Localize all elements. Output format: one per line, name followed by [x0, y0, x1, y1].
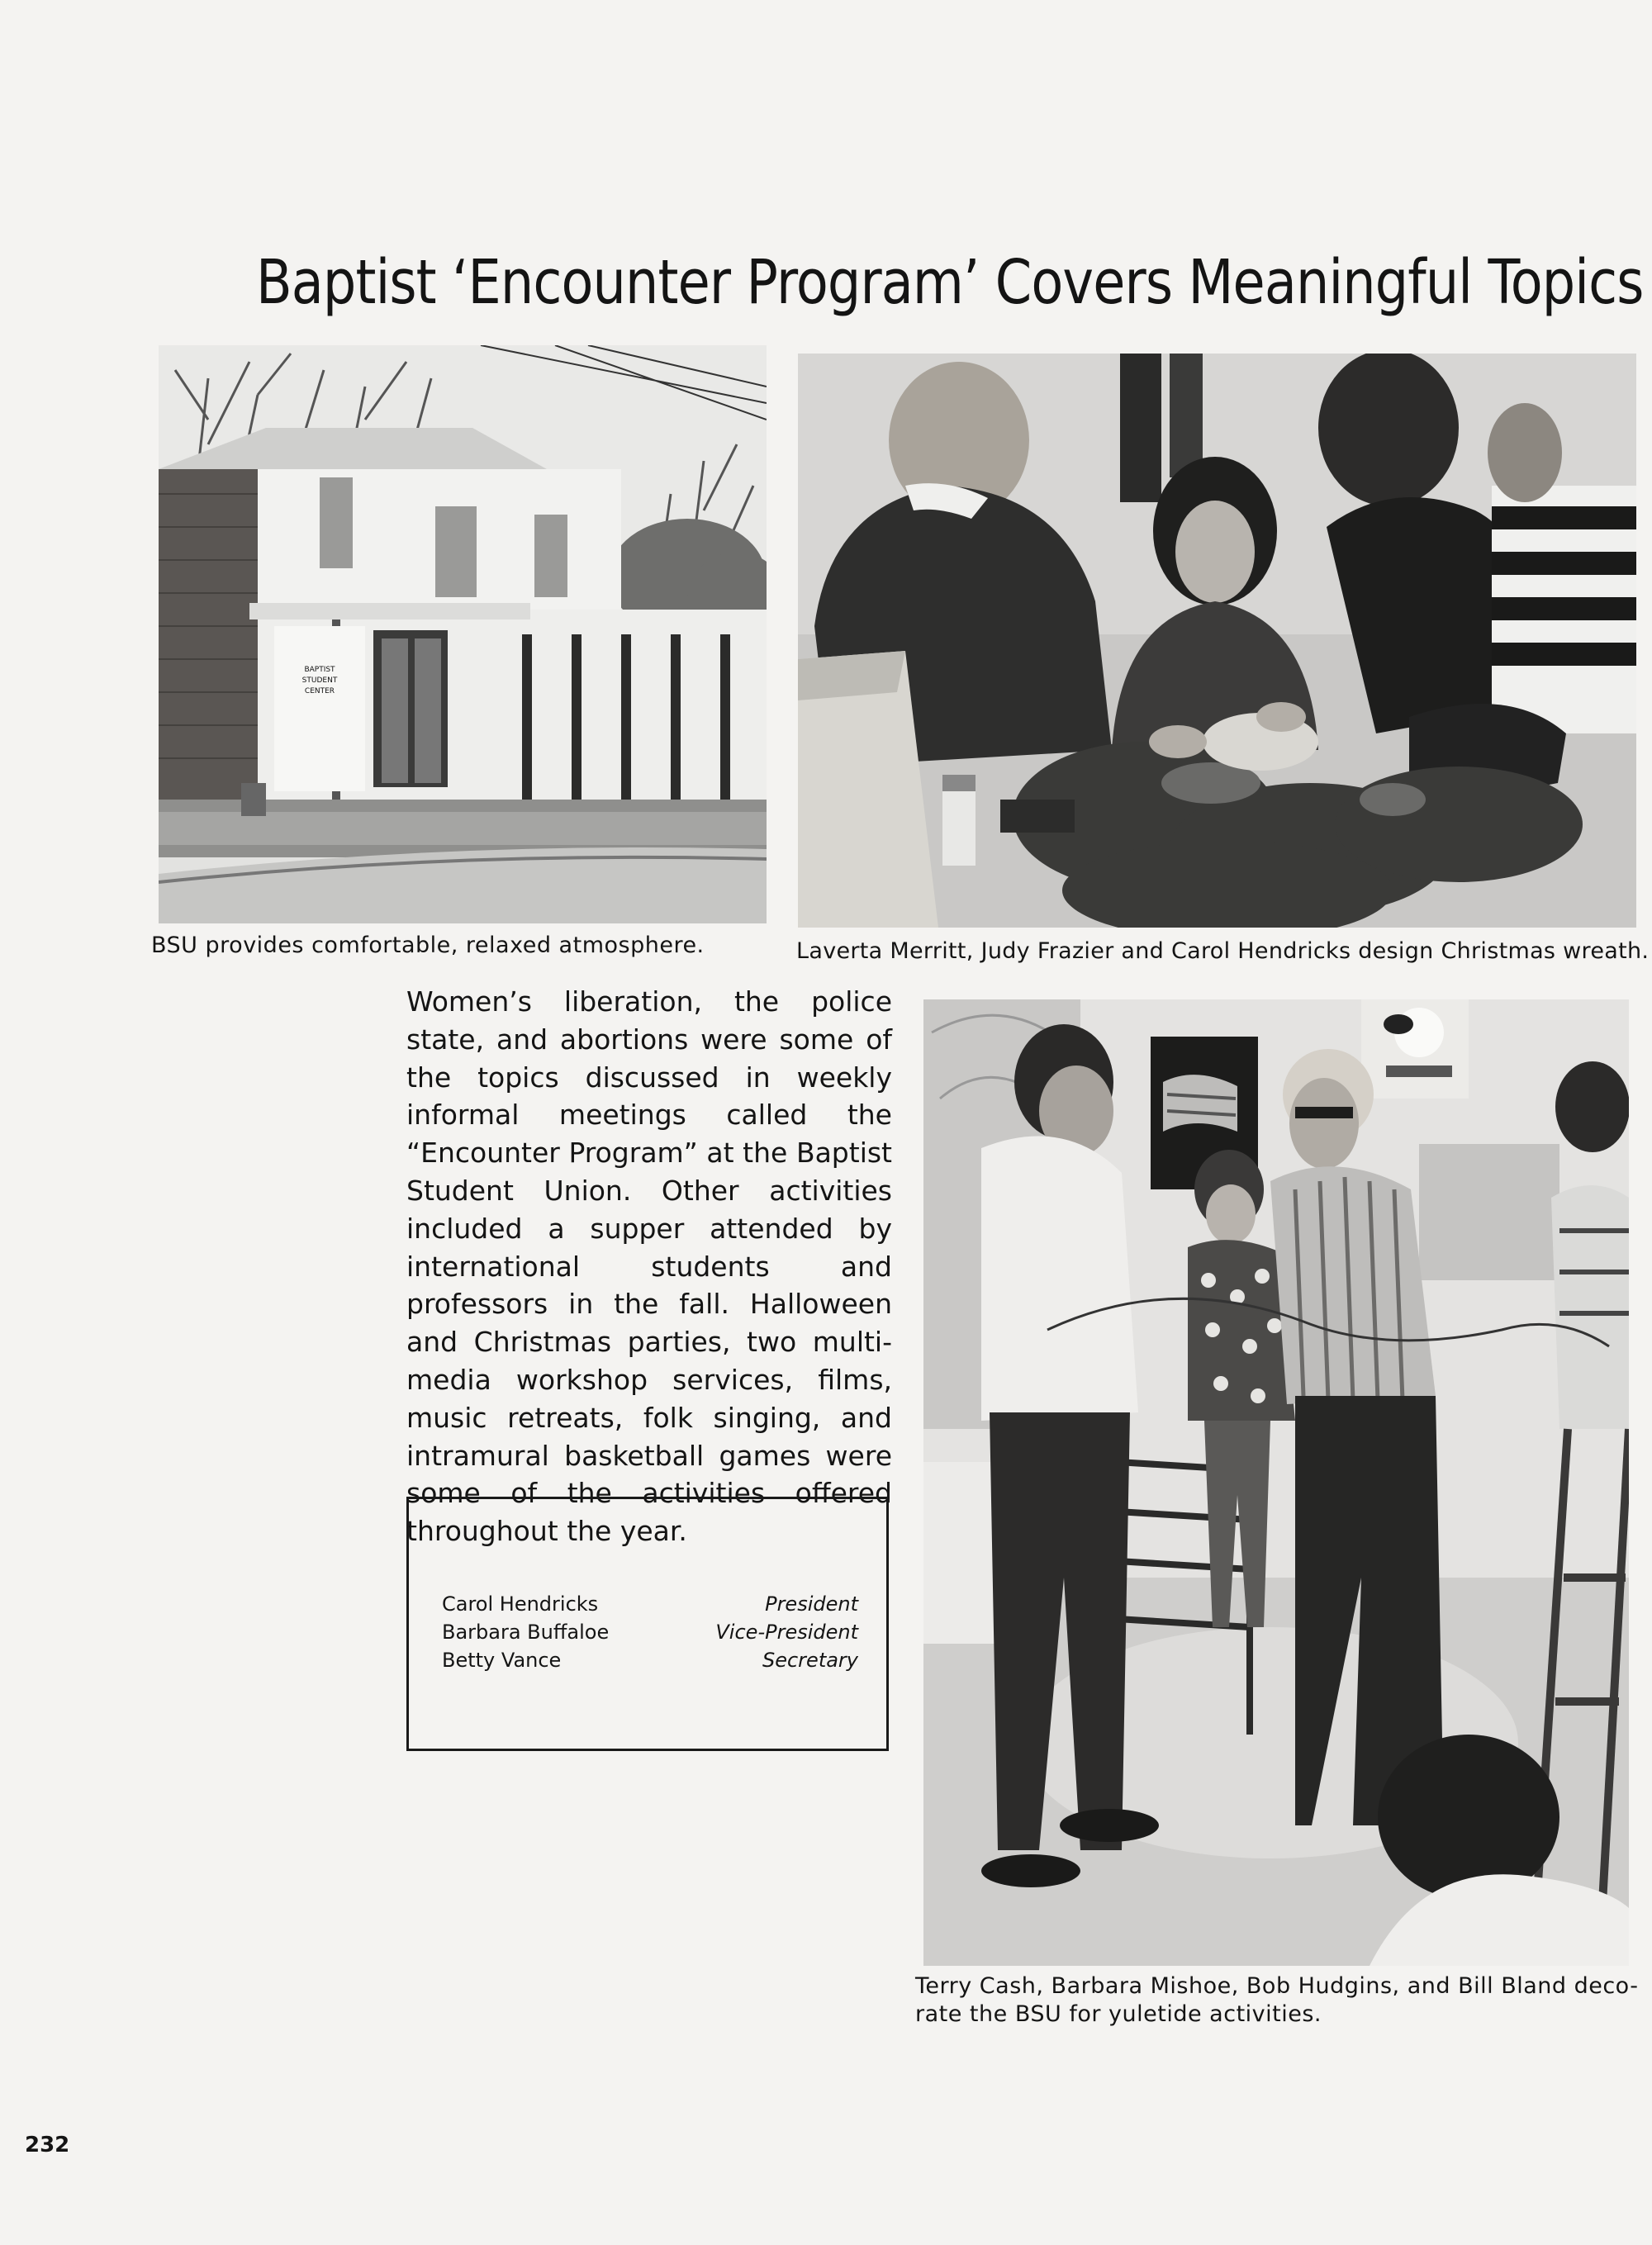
caption-decorating-line-2: rate the BSU for yuletide activities.: [915, 2001, 1322, 2027]
officer-row: [442, 1618, 858, 1646]
sign-line-1: BAPTIST: [304, 666, 335, 674]
officer-role: Secretary: [762, 1649, 858, 1672]
caption-wreath: Laverta Merritt, Judy Frazier and Carol Hendricks design Christmas wreath.: [796, 938, 1650, 964]
officer-row: [442, 1590, 858, 1618]
sign-line-2: STUDENT: [301, 676, 338, 685]
article-body: Women’s liberation, the police state, and abortions were some of the topics discussed in weekly informal meetings called the “Encounter Program” at the Baptist Student Union. Other activities included a supper attended by international students and professors in the fall. Halloween and Christmas parties, two multi-media workshop services, films, music retreats, folk singing, and intramural basketball games were some of the activities offered throughout the year.: [406, 985, 892, 1548]
officer-name: Barbara Buffaloe: [442, 1621, 610, 1644]
photo-decorating-bsu: [923, 999, 1629, 1966]
photo-baptist-student-center: [159, 345, 767, 923]
caption-building: BSU provides comfortable, relaxed atmosphere.: [151, 933, 705, 958]
officer-role: President: [765, 1592, 858, 1616]
officers-box: [406, 1497, 889, 1751]
sign-line-3: CENTER: [304, 687, 335, 695]
officer-name: Carol Hendricks: [442, 1592, 599, 1616]
officer-role: Vice-President: [715, 1621, 858, 1644]
photo-christmas-wreath: [798, 354, 1636, 928]
caption-decorating: [915, 1972, 1638, 2029]
page-number: 232: [25, 2133, 70, 2157]
caption-decorating-line-1: Terry Cash, Barbara Mishoe, Bob Hudgins, and Bill Bland deco-: [915, 1973, 1639, 1999]
page-title: Baptist ‘Encounter Program’ Covers Meaningful Topics: [256, 247, 1644, 318]
officer-name: Betty Vance: [442, 1649, 562, 1672]
officer-row: [442, 1646, 858, 1674]
